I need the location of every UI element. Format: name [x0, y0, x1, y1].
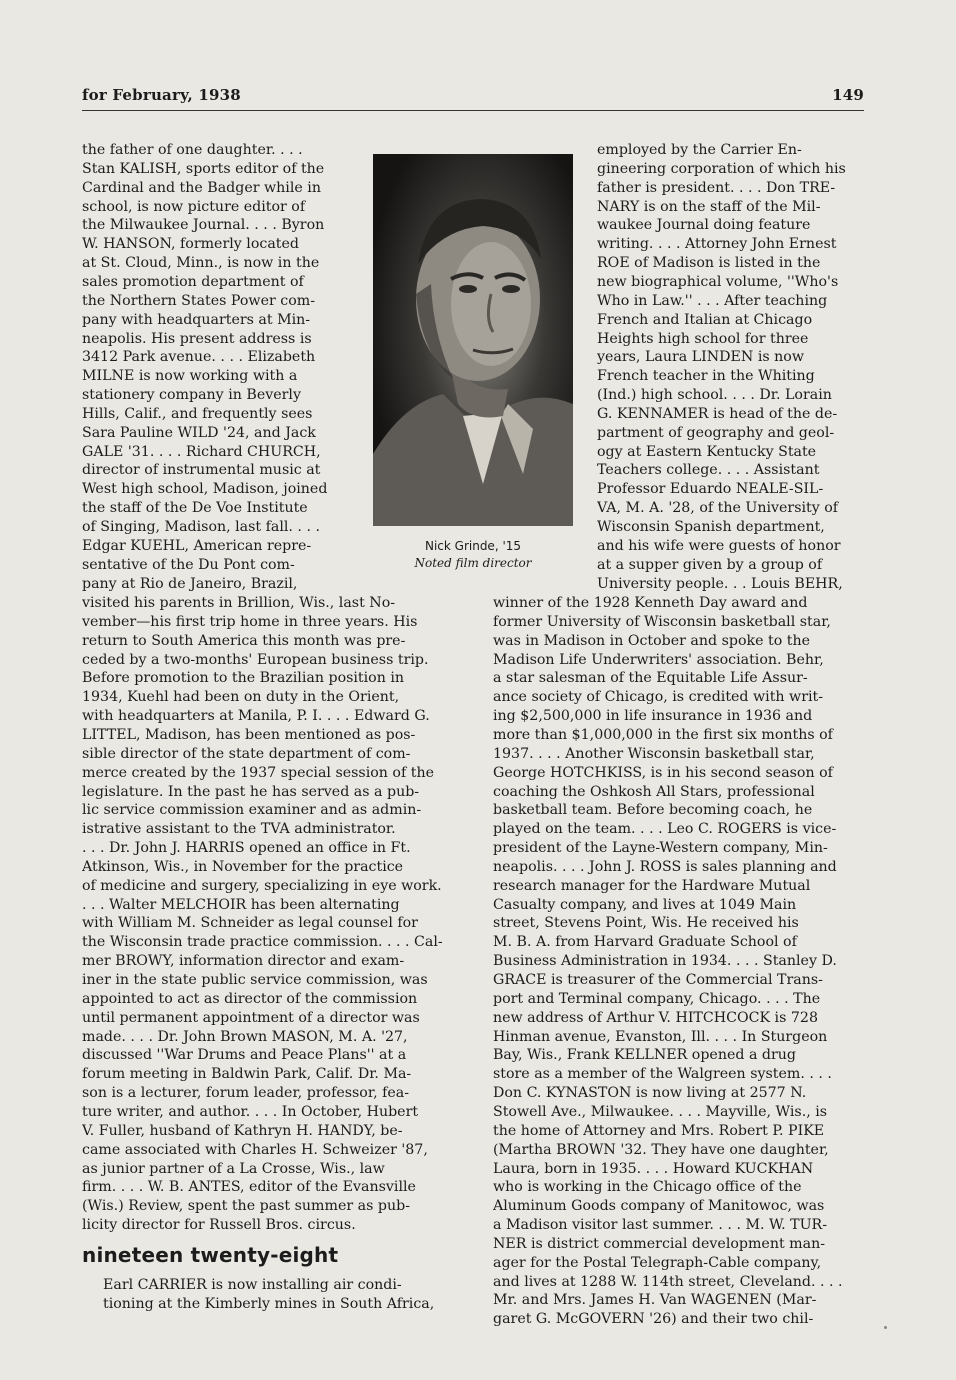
text-line: Cardinal and the Badger while in [82, 179, 321, 196]
portrait-photo [373, 154, 573, 526]
text-line: istrative assistant to the TVA administrator. [82, 821, 396, 838]
text-line: Business Administration in 1934. . . . Stanley D. [493, 953, 837, 970]
text-line: store as a member of the Walgreen system. . . . [493, 1066, 832, 1083]
text-line: director of instrumental music at [82, 462, 321, 479]
text-line: G. KENNAMER is head of the de- [597, 405, 838, 422]
text-line: merce created by the 1937 special session of the [82, 764, 434, 781]
text-line: employed by the Carrier En- [597, 142, 802, 158]
text-line: Stowell Ave., Milwaukee. . . . Mayville, Wis., is [493, 1103, 828, 1120]
text-line: Who in Law.'' . . . After teaching [597, 292, 828, 309]
text-line: port and Terminal company, Chicago. . . . The [493, 990, 821, 1007]
text-line: a Madison visitor last summer. . . . M. W. TUR- [493, 1217, 828, 1234]
text-line: son is a lecturer, forum leader, professor, fea- [82, 1085, 409, 1102]
text-line: MILNE is now working with a [82, 368, 298, 385]
text-line: pany at Rio de Janeiro, Brazil, [82, 575, 298, 592]
text-line: came associated with Charles H. Schweizer '87, [82, 1141, 428, 1158]
text-line: until permanent appointment of a director was [82, 1009, 420, 1026]
text-line: basketball team. Before becoming coach, he [493, 802, 813, 819]
text-line: gineering corporation of which his [597, 160, 846, 177]
text-line: LITTEL, Madison, has been mentioned as pos- [82, 726, 416, 743]
text-line: vember—his first trip home in three years. His [82, 613, 418, 630]
text-line: lic service commission examiner and as admin- [82, 802, 422, 819]
text-line: father is president. . . . Don TRE- [597, 179, 836, 196]
header-rule [82, 110, 864, 111]
text-line: M. B. A. from Harvard Graduate School of [493, 934, 797, 951]
text-line: more than $1,000,000 in the first six months of [493, 726, 833, 743]
running-header-title: for February, 1938 [82, 86, 241, 104]
text-line: University people. . . Louis BEHR, [597, 575, 843, 592]
text-line: the father of one daughter. . . . [82, 142, 303, 158]
text-line: Hinman avenue, Evanston, Ill. . . . In Sturgeon [493, 1028, 828, 1045]
text-line: GRACE is treasurer of the Commercial Trans- [493, 972, 823, 988]
text-line: made. . . . Dr. John Brown MASON, M. A. '27, [82, 1028, 408, 1045]
text-line: pany with headquarters at Min- [82, 311, 311, 328]
text-line: 1934, Kuehl had been on duty in the Orient, [82, 689, 400, 706]
text-line: with William M. Schneider as legal counsel for [82, 915, 418, 932]
text-line: French and Italian at Chicago [597, 311, 813, 328]
text-line: Don C. KYNASTON is now living at 2577 N. [493, 1085, 807, 1102]
text-line: at a supper given by a group of [597, 556, 823, 573]
text-line: Madison Life Underwriters' association. Behr, [493, 651, 824, 668]
text-line: Bay, Wis., Frank KELLNER opened a drug [493, 1047, 796, 1064]
text-line: new address of Arthur V. HITCHCOCK is 728 [493, 1009, 818, 1026]
text-line: Teachers college. . . . Assistant [597, 462, 820, 479]
text-line: who is working in the Chicago office of the [493, 1179, 802, 1196]
text-line: and his wife were guests of honor [597, 537, 841, 554]
text-line: ance society of Chicago, is credited with writ- [493, 689, 824, 706]
text-line: years, Laura LINDEN is now [597, 349, 804, 366]
text-line: ager for the Postal Telegraph-Cable company, [493, 1254, 822, 1271]
text-line: research manager for the Hardware Mutual [493, 877, 811, 894]
page-mark [884, 1326, 887, 1329]
portrait-illustration [373, 154, 573, 526]
text-line: Hills, Calif., and frequently sees [82, 405, 313, 422]
text-line: iner in the state public service commission, was [82, 972, 428, 988]
text-line: sales promotion department of [82, 273, 304, 290]
text-line: ceded by a two-months' European business trip. [82, 651, 429, 668]
text-line: West high school, Madison, joined [82, 481, 328, 498]
text-line: the Northern States Power com- [82, 292, 315, 309]
text-line: (Martha BROWN '32. They have one daughter, [493, 1141, 829, 1158]
text-line: Wisconsin Spanish department, [597, 519, 825, 535]
text-line: V. Fuller, husband of Kathryn H. HANDY, be- [82, 1122, 403, 1139]
text-line: Laura, born in 1935. . . . Howard KUCKHAN [493, 1160, 814, 1177]
text-line: as junior partner of a La Crosse, Wis., law [82, 1160, 385, 1177]
text-line: of medicine and surgery, specializing in eye work. [82, 877, 442, 894]
text-line: visited his parents in Brillion, Wis., last No- [82, 595, 396, 611]
text-line: with headquarters at Manila, P. I. . . . Edward G. [82, 708, 430, 725]
text-line: George HOTCHKISS, is in his second season of [493, 764, 833, 781]
text-line: forum meeting in Baldwin Park, Calif. Dr. Ma- [82, 1066, 412, 1083]
text-line: ogy at Eastern Kentucky State [597, 443, 817, 460]
text-line: Edgar KUEHL, American repre- [82, 537, 312, 554]
text-line: legislature. In the past he has served as a pub- [82, 783, 420, 800]
text-line: and lives at 1288 W. 114th street, Cleveland. . . . [493, 1273, 843, 1290]
text-line: 3412 Park avenue. . . . Elizabeth [82, 349, 316, 366]
text-line: the Wisconsin trade practice commission. . . . Cal- [82, 934, 443, 951]
text-line: sible director of the state department of com- [82, 745, 411, 762]
text-line: the home of Attorney and Mrs. Robert P. PIKE [493, 1122, 825, 1139]
text-line: ing $2,500,000 in life insurance in 1936 and [493, 708, 813, 725]
text-line: neapolis. His present address is [82, 330, 312, 347]
text-line: Earl CARRIER is now installing air condi- [103, 1277, 402, 1293]
photo-caption-role: Noted film director [414, 556, 532, 570]
text-line: Professor Eduardo NEALE-SIL- [597, 481, 824, 498]
text-line: mer BROWY, information director and exam- [82, 953, 405, 970]
text-line: ROE of Madison is listed in the [597, 255, 821, 272]
text-line: Casualty company, and lives at 1049 Main [493, 896, 797, 913]
text-line: Aluminum Goods company of Manitowoc, was [493, 1198, 825, 1215]
text-line: (Wis.) Review, spent the past summer as pub- [82, 1198, 410, 1215]
text-line: NARY is on the staff of the Mil- [597, 198, 821, 215]
text-line: VA, M. A. '28, of the University of [597, 500, 839, 517]
page-number: 149 [832, 86, 864, 104]
text-line: the Milwaukee Journal. . . . Byron [82, 217, 325, 234]
text-line: new biographical volume, ''Who's [597, 273, 839, 290]
text-line: Heights high school for three [597, 330, 809, 347]
text-line: coaching the Oshkosh All Stars, professional [493, 783, 815, 800]
text-line: neapolis. . . . John J. ROSS is sales planning and [493, 858, 837, 875]
section-heading-1928: nineteen twenty-eight [82, 1243, 339, 1267]
text-line: a star salesman of the Equitable Life Assur- [493, 670, 808, 687]
text-line: Sara Pauline WILD '24, and Jack [82, 424, 316, 441]
text-line: licity director for Russell Bros. circus. [82, 1217, 356, 1234]
text-line: . . . Dr. John J. HARRIS opened an office in Ft. [82, 840, 411, 857]
text-line: played on the team. . . . Leo C. ROGERS is vice- [493, 821, 837, 838]
text-line: waukee Journal doing feature [597, 217, 811, 234]
text-line: firm. . . . W. B. ANTES, editor of the Evansville [82, 1179, 416, 1196]
text-line: the staff of the De Voe Institute [82, 500, 308, 517]
text-line: at St. Cloud, Minn., is now in the [82, 255, 320, 272]
text-line: ture writer, and author. . . . In October, Hubert [82, 1103, 419, 1120]
text-line: stationery company in Beverly [82, 387, 301, 404]
text-line: sentative of the Du Pont com- [82, 556, 295, 573]
text-line: school, is now picture editor of [82, 198, 306, 215]
photo-caption-name: Nick Grinde, '15 [424, 539, 522, 553]
text-line: winner of the 1928 Kenneth Day award and [493, 595, 808, 611]
text-line: French teacher in the Whiting [597, 368, 815, 385]
text-line: former University of Wisconsin basketball star, [493, 613, 831, 630]
text-line: (Ind.) high school. . . . Dr. Lorain [597, 387, 832, 404]
text-line: Atkinson, Wis., in November for the practice [82, 858, 404, 875]
text-line: return to South America this month was pre- [82, 632, 406, 649]
text-line: was in Madison in October and spoke to the [493, 632, 811, 649]
text-line: discussed ''War Drums and Peace Plans'' at a [82, 1047, 407, 1064]
text-line: president of the Layne-Western company, Min- [493, 840, 828, 857]
text-line: Before promotion to the Brazilian position in [82, 670, 405, 687]
text-line: Mr. and Mrs. James H. Van WAGENEN (Mar- [493, 1292, 817, 1309]
text-line: of Singing, Madison, last fall. . . . [82, 519, 320, 535]
text-line: NER is district commercial development man- [493, 1235, 826, 1252]
text-line: 1937. . . . Another Wisconsin basketball star, [493, 745, 815, 762]
text-line: . . . Walter MELCHOIR has been alternating [82, 896, 400, 913]
text-line: garet G. McGOVERN '26) and their two chil- [493, 1311, 814, 1328]
text-line: tioning at the Kimberly mines in South Africa, [103, 1295, 435, 1312]
text-line: appointed to act as director of the commission [82, 990, 418, 1007]
text-line: Stan KALISH, sports editor of the [82, 160, 325, 177]
text-line: street, Stevens Point, Wis. He received his [493, 915, 799, 932]
text-line: W. HANSON, formerly located [82, 236, 299, 253]
text-line: writing. . . . Attorney John Ernest [597, 236, 837, 253]
text-line: partment of geography and geol- [597, 424, 835, 441]
text-line: GALE '31. . . . Richard CHURCH, [82, 443, 321, 460]
